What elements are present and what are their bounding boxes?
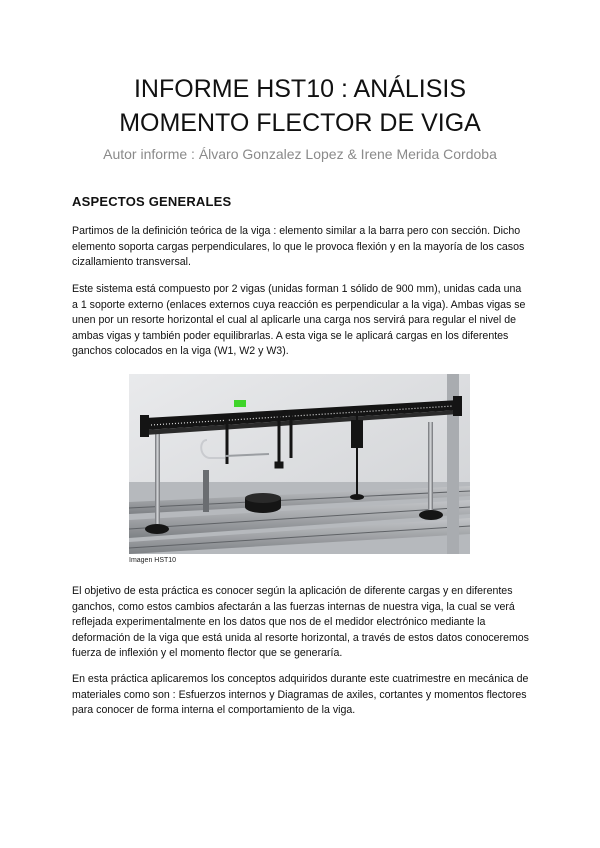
title-line-1: INFORME HST10 : ANÁLISIS [133, 75, 467, 103]
paragraph-definition: Partimos de la definición teórica de la viga : elemento similar a la barra pero con sección. Dicho elemento soporta cargas perpendiculares, lo que le provoca flexión y en la mayoría de los casos cizallamiento transversal. [72, 225, 525, 268]
paragraph-system: Este sistema está compuesto por 2 vigas (unidas forman 1 sólido de 900 mm), unidas cada una a 1 soporte externo (enlaces externos cuya reacción es perpendicular a la viga). Ambas vigas se unen por un resorte horizontal el cual al aplicarle una carga nos servirá para regular el nivel de ambas vigas y también poder equilibrarlas. A esta viga se le aplicará cargas en los diferentes ganchos colocados en la viga (W1, W2 y W3). [72, 283, 526, 357]
paragraph-concepts: En esta práctica aplicaremos los conceptos adquiridos durante este cuatrimestre en mecánica de materiales como son : Esfuerzos internos y Diagramas de axiles, cortantes y momentos flectores para conocer de forma interna el comportamiento de la viga. [72, 673, 529, 716]
hst10-photo [129, 374, 470, 554]
image-caption: Imagen HST10 [129, 557, 177, 564]
section-heading: ASPECTOS GENERALES [72, 194, 232, 209]
author-line: Autor informe : Álvaro Gonzalez Lopez & Irene Merida Cordoba [103, 146, 497, 162]
paragraph-objective: El objetivo de esta práctica es conocer según la aplicación de diferente cargas y en diferentes ganchos, como estos cambios afectarán a las fuerzas internas de nuestra viga, la cual se verá reflejada experimentalmente en los datos que nos de el medidor electrónico mediante la deformación de la viga que está unida al resorte horizontal, a través de estos datos conoceremos fuerza de inflexión y el momento flector que se generaría. [72, 585, 529, 659]
sensor-indicator [234, 400, 246, 407]
page-title [0, 72, 600, 140]
title-line-2: MOMENTO FLECTOR DE VIGA [119, 109, 481, 137]
